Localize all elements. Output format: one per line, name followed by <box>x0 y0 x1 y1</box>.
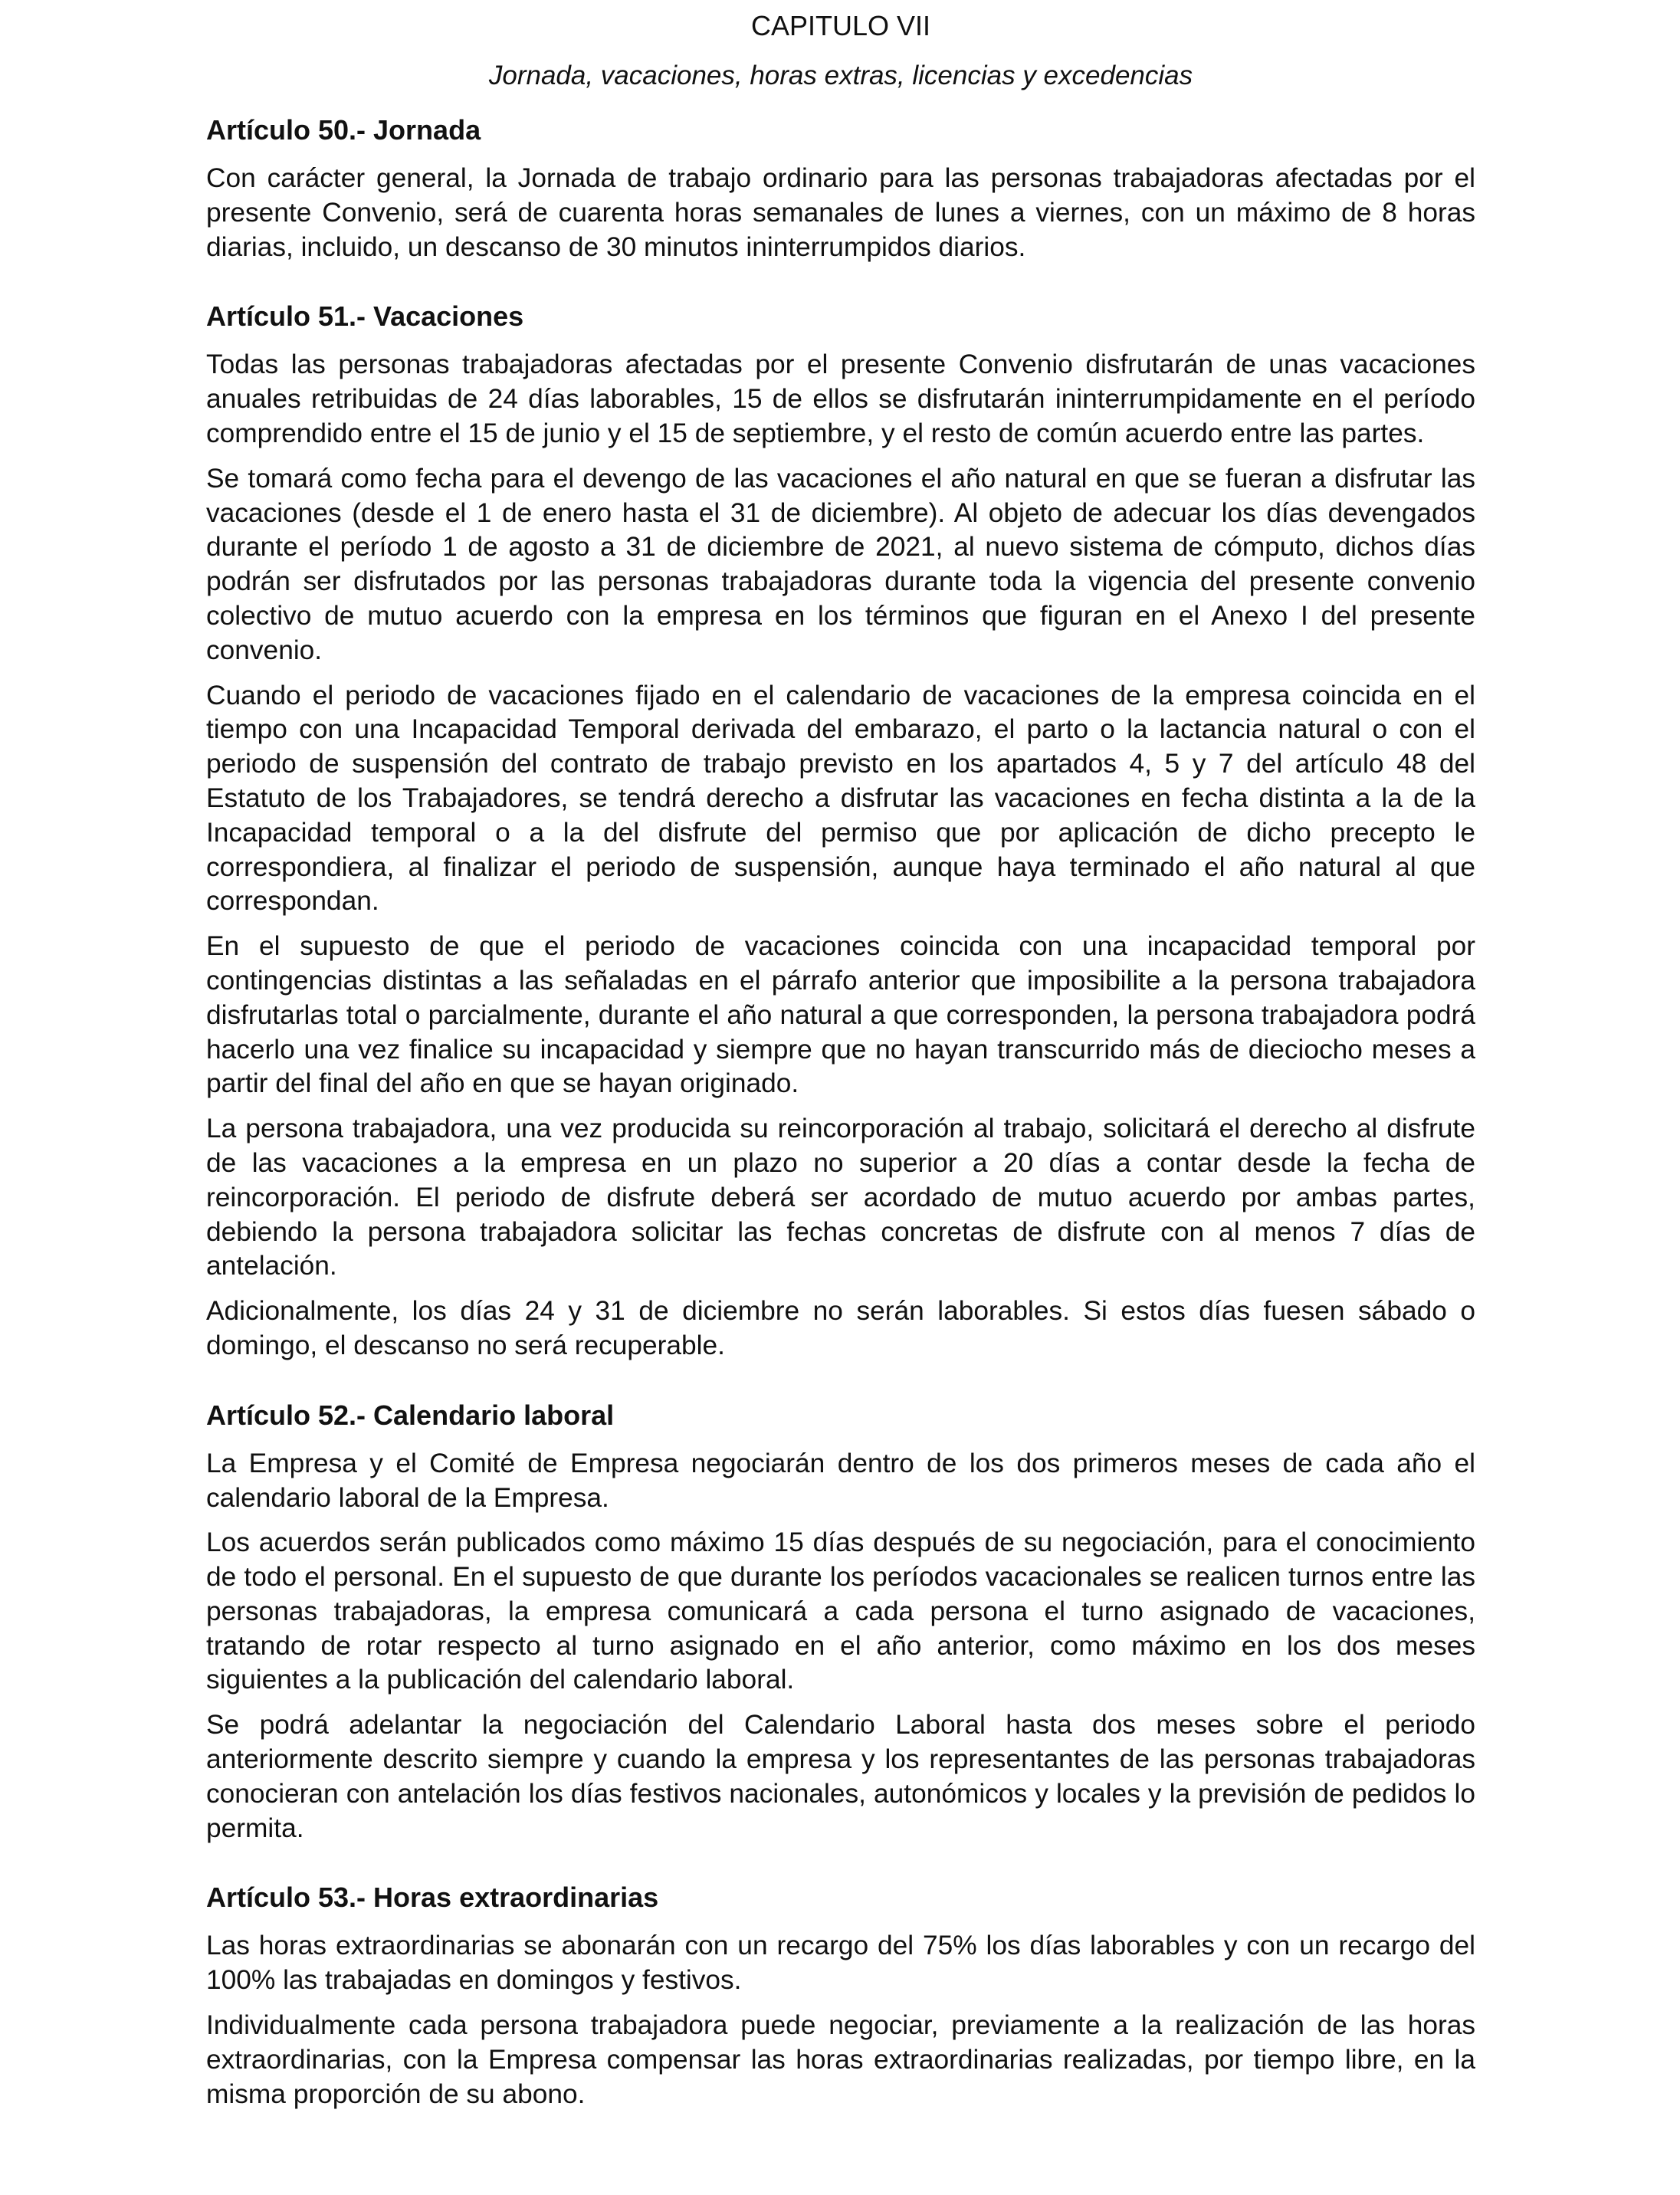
paragraph: Los acuerdos serán publicados como máximo 15 días después de su negociación, para el conocimiento de todo el personal. En el supuesto de que durante los períodos vacacionales se realicen turnos entre las personas trabajadoras, la empresa comunicará a cada persona el turno asignado de vacaciones, tratando de rotar respecto al turno asignado en el año anterior, como máximo en los dos meses siguientes a la publicación del calendario laboral. <box>206 1527 1475 1695</box>
article-51 <box>206 300 1475 1363</box>
article-title: Artículo 50.- Jornada <box>206 114 481 146</box>
article-title: Artículo 51.- Vacaciones <box>206 300 524 333</box>
article-title: Artículo 52.- Calendario laboral <box>206 1399 615 1431</box>
article-52 <box>206 1399 1475 1846</box>
paragraph: La Empresa y el Comité de Empresa negociarán dentro de los dos primeros meses de cada año el calendario laboral de la Empresa. <box>206 1448 1475 1513</box>
paragraph: La persona trabajadora, una vez producida su reincorporación al trabajo, solicitará el derecho al disfrute de las vacaciones a la empresa en un plazo no superior a 20 días a contar desde la fecha de reincorporación. El periodo de disfrute deberá ser acordado de mutuo acuerdo por ambas partes, debiendo la persona trabajadora solicitar las fechas concretas de disfrute con al menos 7 días de antelación. <box>206 1114 1475 1281</box>
article-50 <box>206 113 1475 264</box>
paragraph: En el supuesto de que el periodo de vacaciones coincida con una incapacidad temporal por contingencias distintas a las señaladas en el párrafo anterior que imposibilite a la persona trabajadora disfrutarlas total o parcialmente, durante el año natural a que corresponden, la persona trabajadora podrá hacerlo una vez finalice su incapacidad y siempre que no hayan transcurrido más de dieciocho meses a partir del final del año en que se hayan originado. <box>206 931 1475 1099</box>
chapter-subtitle: Jornada, vacaciones, horas extras, licencias y excedencias <box>488 61 1193 90</box>
article-53 <box>206 1881 1475 2111</box>
chapter-title: CAPITULO VII <box>750 10 931 41</box>
paragraph: Con carácter general, la Jornada de trabajo ordinario para las personas trabajadoras afectadas por el presente Convenio, será de cuarenta horas semanales de lunes a viernes, con un máximo de 8 horas diarias, incluido, un descanso de 30 minutos ininterrumpidos diarios. <box>206 163 1475 262</box>
article-title: Artículo 53.- Horas extraordinarias <box>206 1882 659 1914</box>
paragraph: Adicionalmente, los días 24 y 31 de diciembre no serán laborables. Si estos días fuesen sábado o domingo, el descanso no será recuperable. <box>206 1296 1475 1360</box>
paragraph: Se podrá adelantar la negociación del Calendario Laboral hasta dos meses sobre el periodo anteriormente descrito siempre y cuando la empresa y los representantes de las personas trabajadoras conocieran con antelación los días festivos nacionales, autonómicos y locales y la previsión de pedidos lo permita. <box>206 1710 1475 1843</box>
paragraph: Las horas extraordinarias se abonarán con un recargo del 75% los días laborables y con un recargo del 100% las trabajadas en domingos y festivos. <box>206 1931 1475 1996</box>
paragraph: Cuando el periodo de vacaciones fijado en el calendario de vacaciones de la empresa coincida en el tiempo con una Incapacidad Temporal derivada del embarazo, el parto o la lactancia natural o con el periodo de suspensión del contrato de trabajo previsto en los apartados 4, 5 y 7 del artículo 48 del Estatuto de los Trabajadores, se tendrá derecho a disfrutar las vacaciones en fecha distinta a la de la Incapacidad temporal o a la del disfrute del permiso que por aplicación de dicho precepto le correspondiera, al finalizar el periodo de suspensión, aunque haya terminado el año natural al que correspondan. <box>206 680 1475 917</box>
paragraph: Todas las personas trabajadoras afectadas por el presente Convenio disfrutarán de unas vacaciones anuales retribuidas de 24 días laborables, 15 de ellos se disfrutarán ininterrumpidamente en el período comprendido entre el 15 de junio y el 15 de septiembre, y el resto de común acuerdo entre las partes. <box>206 349 1475 448</box>
paragraph: Se tomará como fecha para el devengo de las vacaciones el año natural en que se fueran a disfrutar las vacaciones (desde el 1 de enero hasta el 31 de diciembre). Al objeto de adecuar los días devengados durante el período 1 de agosto a 31 de diciembre de 2021, al nuevo sistema de cómputo, dichos días podrán ser disfrutados por las personas trabajadoras durante toda la vigencia del presente convenio colectivo de mutuo acuerdo con la empresa en los términos que figuran en el Anexo I del presente convenio. <box>206 463 1475 665</box>
paragraph: Individualmente cada persona trabajadora puede negociar, previamente a la realización de las horas extraordinarias, con la Empresa compensar las horas extraordinarias realizadas, por tiempo libre, en la misma proporción de su abono. <box>206 2010 1475 2109</box>
document-page <box>206 9 1475 2122</box>
